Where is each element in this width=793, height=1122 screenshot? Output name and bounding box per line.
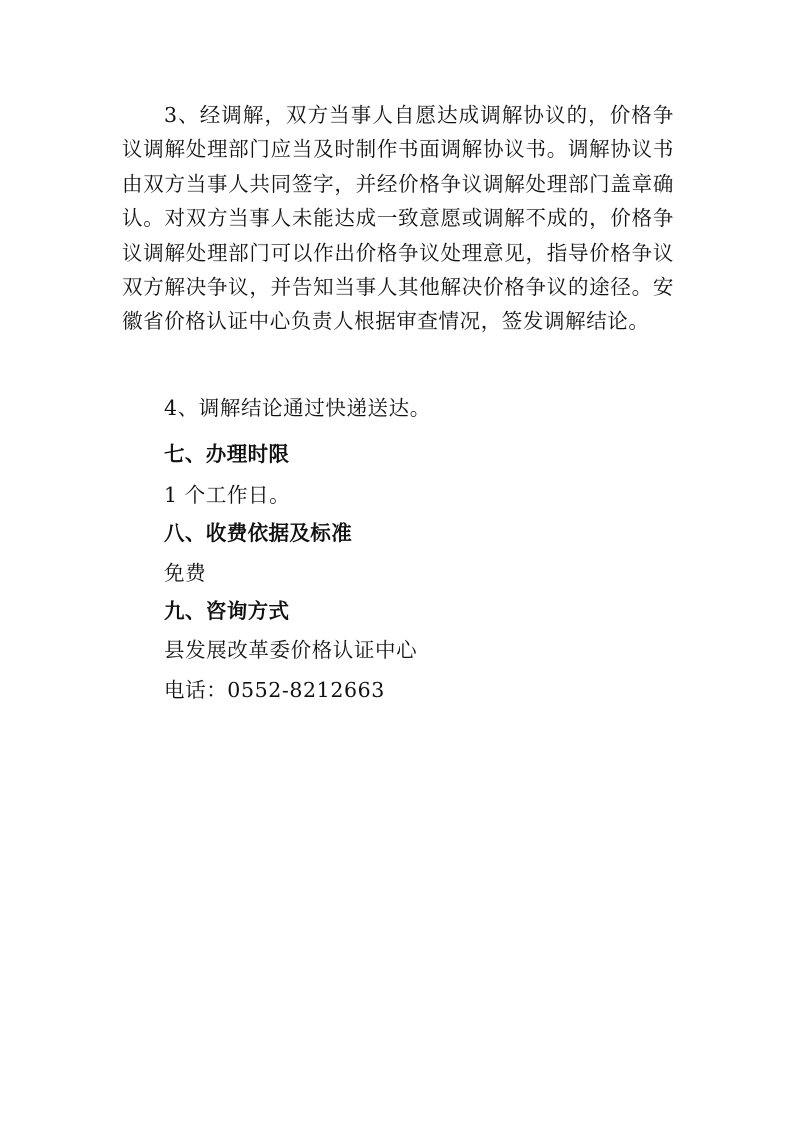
processing-time-text: 1 个工作日。 — [164, 483, 291, 507]
consultation-organization: 县发展改革委价格认证中心 — [164, 638, 418, 662]
section-heading-fee-basis: 八、收费依据及标准 — [164, 521, 353, 545]
paragraph-mediation-agreement: 3、经调解，双方当事人自愿达成调解协议的，价格争议调解处理部门应当及时制作书面调解协议书。调解协议书由双方当事人共同签字，并经价格争议调解处理部门盖章确认。对双方当事人未能达成一致意愿或调解不成的，价格争议调解处理部门可以作出价格争议处理意见，指导价格争议双方解决争议，并告知当事人其他解决价格争议的途径。安徽省价格认证中心负责人根据审查情况，签发调解结论。 — [122, 103, 674, 334]
section-heading-processing-time: 七、办理时限 — [164, 442, 290, 466]
consultation-phone: 电话：0552-8212663 — [164, 678, 385, 702]
section-heading-consultation: 九、咨询方式 — [164, 599, 290, 623]
paragraph-delivery: 4、调解结论通过快递送达。 — [164, 396, 431, 420]
fee-text: 免费 — [164, 561, 207, 585]
